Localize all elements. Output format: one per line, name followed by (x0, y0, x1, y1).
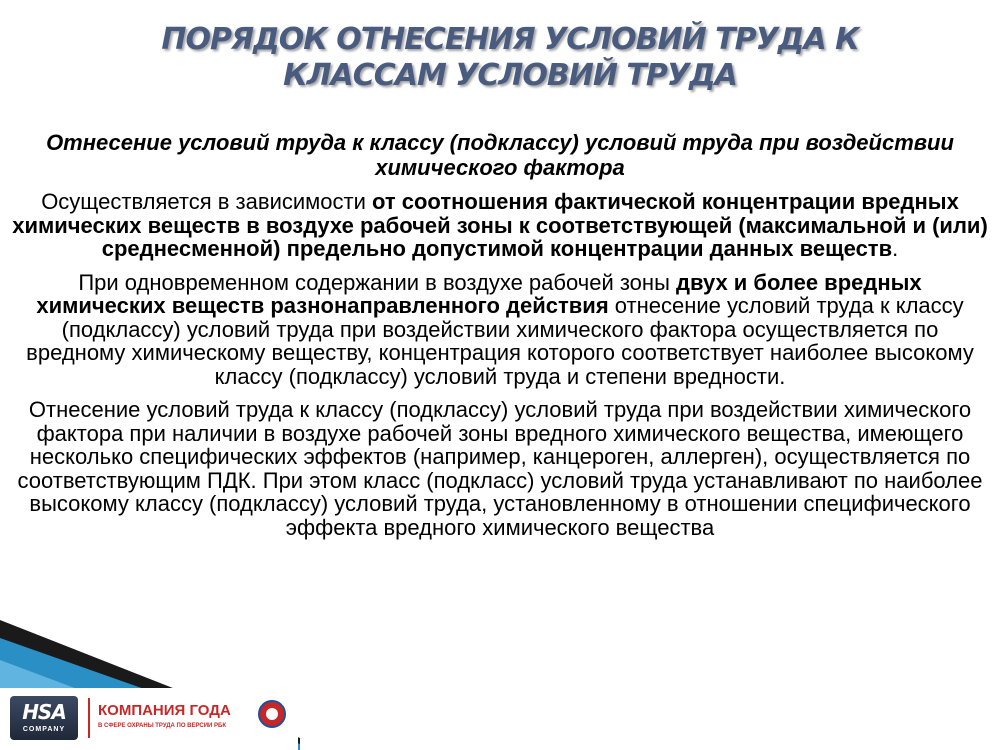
paragraph-2-bold: двух и более вредных химических веществ разнонаправленного действия (36, 269, 922, 318)
footer-logo-bar (0, 688, 298, 750)
paragraph-1-text: Осуществляется в зависимости (41, 189, 372, 214)
paragraph-1-end: . (892, 236, 899, 261)
section-subtitle: Отнесение условий труда к классу (подклассу) условий труда при воздействии химического фактора (46, 130, 954, 180)
award-title: КОМПАНИЯ ГОДА (98, 702, 231, 719)
paragraph-2-end: отнесение условий труда к классу (подклассу) условий труда при воздействии химического фактора осуществляется по вредному химическому веществу, концентрация которого соответствует наиболее высокому классу (подклассу) условий труда и степени вредности. (26, 293, 974, 389)
award-badge-icon (258, 700, 286, 728)
slide-title: ПОРЯДОК ОТНЕСЕНИЯ УСЛОВИЙ ТРУДА К КЛАССАМ УСЛОВИЙ ТРУДА (161, 22, 859, 93)
logo-divider (88, 698, 90, 738)
paragraph-3: Отнесение условий труда к классу (подклассу) условий труда при воздействии химического фактора при наличии в воздухе рабочей зоны вредного химического вещества, имеющего несколько специфических эффектов (например, канцероген, аллерген), осуществляется по соответствующим ПДК. При этом класс (подкласс) условий труда устанавливают по наиболее высокому классу (подклассу) условий труда, установленному в отношении специфического эффекта вредного химического вещества (17, 397, 983, 540)
hsa-logo-text: HSA (22, 700, 66, 724)
paragraph-2 (12, 271, 988, 389)
paragraph-1-bold: от соотношения фактической концентрации вредных химических веществ в воздухе рабочей зоны к соответствующей (максимальной и (или) среднесменной) предельно допустимой концентрации данных веществ (12, 189, 988, 261)
award-subtitle: В СФЕРЕ ОХРАНЫ ТРУДА ПО ВЕРСИИ РБК (98, 723, 226, 729)
hsa-logo-sub: COMPANY (22, 726, 66, 733)
paragraph-1 (12, 190, 988, 261)
hsa-logo (10, 696, 78, 740)
slide-body (12, 130, 988, 549)
paragraph-2-text: При одновременном содержании в воздухе рабочей зоны (78, 269, 676, 295)
